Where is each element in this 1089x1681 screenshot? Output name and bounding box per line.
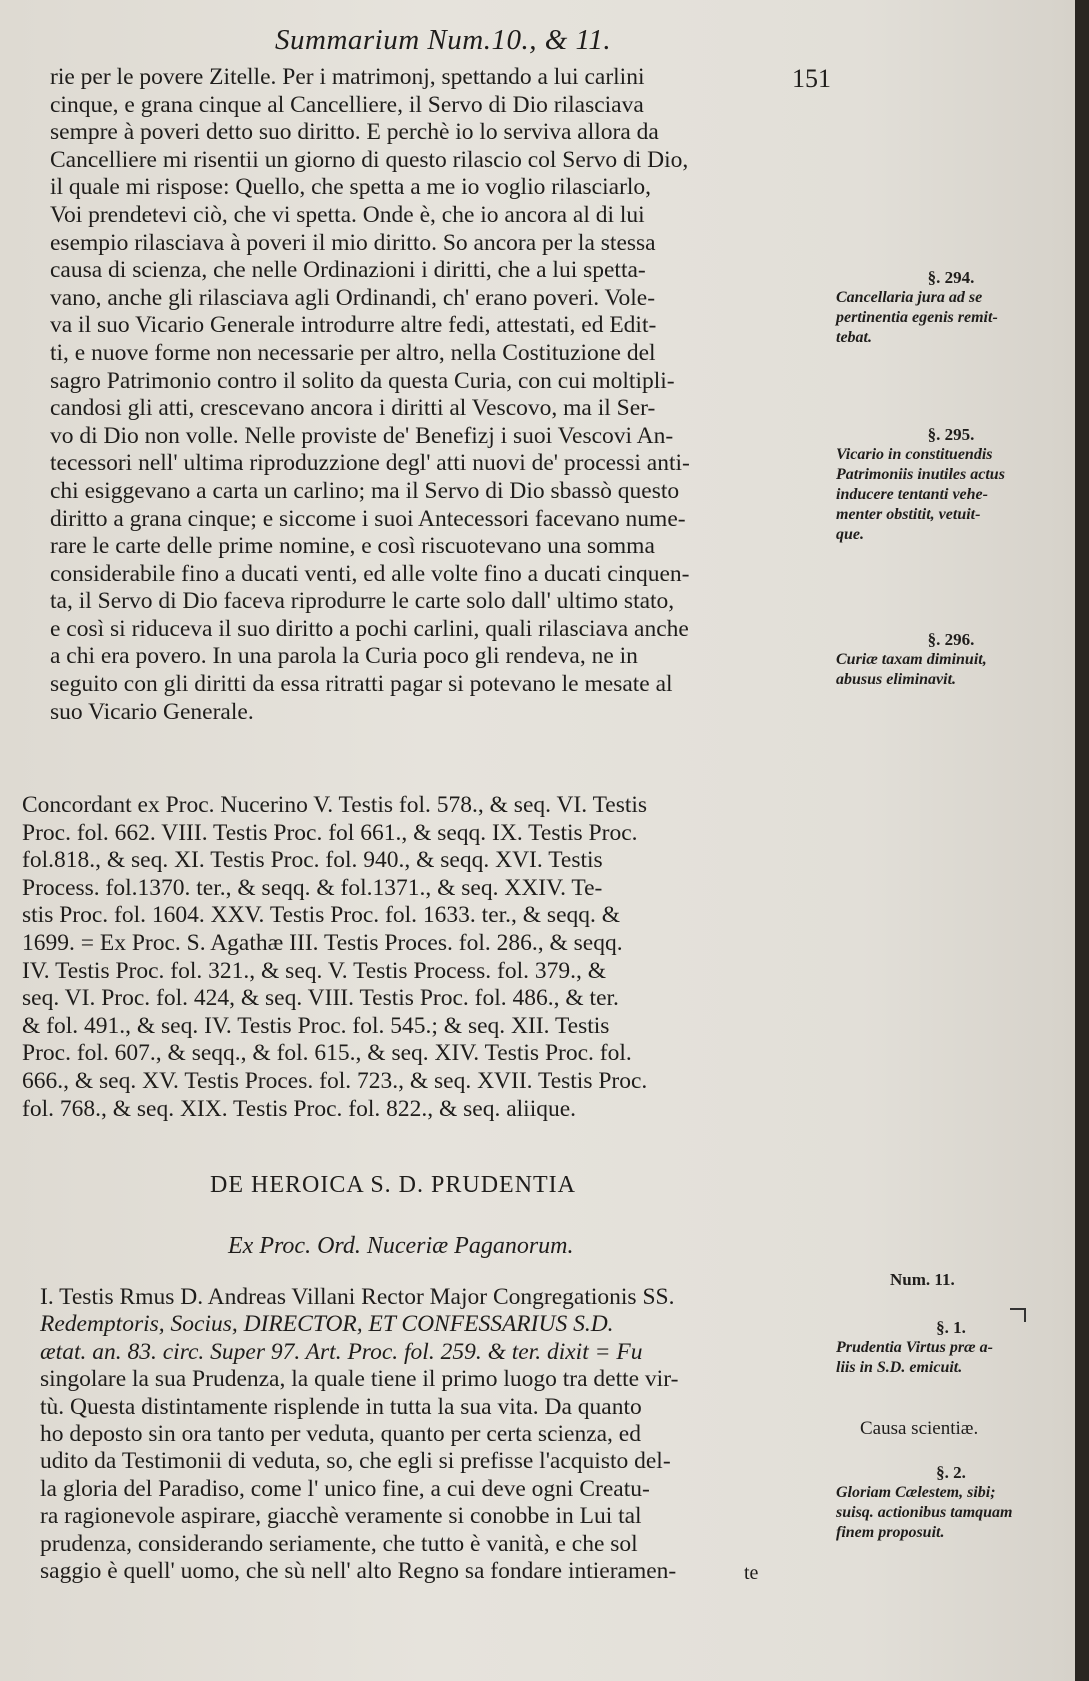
margin-note-line: Prudentia Virtus præ a- (836, 1339, 993, 1356)
text-line: Redemptoris, Socius, DIRECTOR, ET CONFESSARIUS S.D. (40, 1311, 614, 1338)
text-line: sagro Patrimonio contro il solito da questa Curia, con cui moltipli- (50, 367, 675, 394)
running-header: Summarium Num.10., & 11. (275, 24, 612, 56)
text-line: Concordant ex Proc. Nucerino V. Testis fol. 578., & seq. VI. Testis (22, 792, 648, 818)
text-line: ho deposto sin ora tanto per veduta, quanto per certa scienza, ed (40, 1420, 641, 1447)
page-number: 151 (792, 64, 831, 93)
margin-note-line: finem proposuit. (836, 1524, 945, 1541)
text-line: suo Vicario Generale. (50, 698, 254, 725)
text-line: singolare la sua Prudenza, la quale tiene il primo luogo tra dette vir- (40, 1366, 679, 1393)
text-line: e così si riduceva il suo diritto a pochi carlini, quali rilasciava anche (50, 615, 689, 642)
testimony-text (40, 1284, 820, 1585)
text-line: vo di Dio non volle. Nelle proviste de' Benefizj i suoi Vescovi An- (50, 422, 674, 449)
text-line: rie per le povere Zitelle. Per i matrimonj, spettando a lui carlini (50, 64, 645, 90)
text-line: ti, e nuove forme non necessarie per altro, nella Costituzione del (50, 339, 656, 366)
summary-number: Num. 11. (890, 1270, 955, 1289)
text-line: saggio è quell' uomo, che sù nell' alto Regno sa fondare intieramen- (40, 1557, 677, 1584)
body-text (50, 64, 830, 726)
text-line: 1699. = Ex Proc. S. Agathæ III. Testis Proces. fol. 286., & seqq. (22, 929, 623, 956)
margin-causa-scientiae: Causa scientiæ. (860, 1418, 979, 1439)
margin-note-line: Gloriam Cælestem, sibi; (836, 1484, 996, 1501)
text-line: il quale mi rispose: Quello, che spetta a me io voglio rilasciarlo, (50, 174, 652, 201)
margin-section-number: §. 295. (927, 425, 975, 444)
text-line: I. Testis Rmus D. Andreas Villani Rector Major Congregationis SS. (40, 1284, 675, 1310)
margin-section-number: §. 1. (936, 1318, 966, 1337)
catchword: te (744, 1562, 759, 1584)
section-subheading: Ex Proc. Ord. Nuceriæ Paganorum. (228, 1233, 574, 1259)
text-line: a chi era povero. In una parola la Curia poco gli rendeva, ne in (50, 643, 638, 670)
text-line: diritto a grana cinque; e siccome i suoi Antecessori facevano nume- (50, 505, 686, 532)
text-line: sempre à poveri detto suo diritto. E perchè io lo serviva allora da (50, 119, 659, 146)
text-line: udito da Testimonii di veduta, so, che egli si prefisse l'acquisto del- (40, 1448, 671, 1475)
text-line: Process. fol.1370. ter., & seqq. & fol.1371., & seq. XXIV. Te- (22, 874, 603, 901)
section-heading: DE HEROICA S. D. PRUDENTIA (210, 1172, 577, 1198)
margin-note-line: suisq. actionibus tamquam (836, 1504, 1013, 1521)
margin-note-296 (836, 630, 1066, 690)
text-line: rare le carte delle prime nomine, e così riscuotevano una somma (50, 533, 655, 560)
margin-note-line: Curiæ taxam diminuit, (836, 651, 987, 668)
margin-note-line: menter obstitit, vetuit- (836, 506, 981, 523)
margin-note-line: que. (836, 526, 864, 543)
text-line: Cancelliere mi risentii un giorno di questo rilascio col Servo di Dio, (50, 146, 689, 173)
text-line: va il suo Vicario Generale introdurre altre fedi, attestati, ed Edit- (50, 312, 657, 339)
text-line: chi esiggevano a carta un carlino; ma il Servo di Dio sbassò questo (50, 477, 680, 504)
text-line: Proc. fol. 607., & seqq., & fol. 615., & seq. XIV. Testis Proc. fol. (22, 1040, 632, 1067)
text-line: vano, anche gli rilasciava agli Ordinandi, ch' erano poveri. Vole- (50, 284, 656, 311)
text-line: Proc. fol. 662. VIII. Testis Proc. fol 661., & seqq. IX. Testis Proc. (22, 819, 638, 846)
margin-section-number: §. 2. (936, 1463, 966, 1482)
margin-note-line: liis in S.D. emicuit. (836, 1359, 963, 1376)
margin-note-line: Patrimoniis inutiles actus (836, 466, 1005, 483)
margin-note-line: pertinentia egenis remit- (836, 309, 998, 326)
text-line: seguito con gli diritti da essa ritratti pagar si potevano le mesate al (50, 671, 673, 698)
margin-note-1 (836, 1318, 1066, 1378)
text-line: seq. VI. Proc. fol. 424, & seq. VIII. Testis Proc. fol. 486., & ter. (22, 985, 619, 1012)
text-line: fol.818., & seq. XI. Testis Proc. fol. 940., & seqq. XVI. Testis (22, 847, 603, 874)
text-line: & fol. 491., & seq. IV. Testis Proc. fol. 545.; & seq. XII. Testis (22, 1012, 610, 1039)
margin-note-line: inducere tentanti vehe- (836, 486, 988, 503)
text-line: candosi gli atti, crescevano ancora i diritti al Vescovo, ma il Ser- (50, 395, 656, 422)
text-line: ra ragionevole aspirare, giacchè veramente si conobbe in Lui tal (40, 1503, 642, 1530)
margin-note-2 (836, 1463, 1066, 1543)
text-line: causa di scienza, che nelle Ordinazioni i diritti, che a lui spetta- (50, 257, 646, 284)
margin-section-number: §. 294. (927, 268, 975, 287)
margin-note-294 (836, 268, 1066, 348)
text-line: tù. Questa distintamente risplende in tutta la sua vita. Da quanto (40, 1393, 642, 1420)
text-line: ætat. an. 83. circ. Super 97. Art. Proc. fol. 259. & ter. dixit = Fu (40, 1338, 643, 1365)
text-line: cinque, e grana cinque al Cancelliere, il Servo di Dio rilasciava (50, 91, 644, 118)
margin-note-295 (836, 425, 1066, 545)
text-line: tecessori nell' ultima riproduzzione degl' atti nuovi de' processi anti- (50, 450, 690, 477)
margin-note-line: Vicario in constituendis (836, 446, 993, 463)
text-line: 666., & seq. XV. Testis Proces. fol. 723., & seq. XVII. Testis Proc. (22, 1067, 648, 1094)
margin-note-line: abusus eliminavit. (836, 671, 957, 688)
concordant-references (22, 792, 832, 1123)
text-line: esempio rilasciava à poveri il mio diritto. So ancora per la stessa (50, 229, 656, 256)
text-line: Voi prendetevi ciò, che vi spetta. Onde è, che io ancora al di lui (50, 201, 645, 228)
text-line: ta, il Servo di Dio faceva riprodurre le carte solo dall' ultimo stato, (50, 588, 675, 615)
text-line: stis Proc. fol. 1604. XXV. Testis Proc. fol. 1633. ter., & seqq. & (22, 902, 621, 929)
text-line: la gloria del Paradiso, come l' unico fine, a cui deve ogni Creatu- (40, 1475, 650, 1502)
text-line: fol. 768., & seq. XIX. Testis Proc. fol. 822., & seq. aliique. (22, 1095, 577, 1122)
margin-note-line: Cancellaria jura ad se (836, 289, 983, 306)
text-line: IV. Testis Proc. fol. 321., & seq. V. Testis Process. fol. 379., & (22, 957, 607, 984)
margin-section-number: §. 296. (927, 630, 975, 649)
text-line: considerabile fino a ducati venti, ed alle volte fino a ducati cinquen- (50, 560, 690, 587)
margin-note-line: tebat. (836, 329, 872, 346)
text-line: prudenza, considerando seriamente, che tutto è vanità, e che sol (40, 1530, 638, 1557)
